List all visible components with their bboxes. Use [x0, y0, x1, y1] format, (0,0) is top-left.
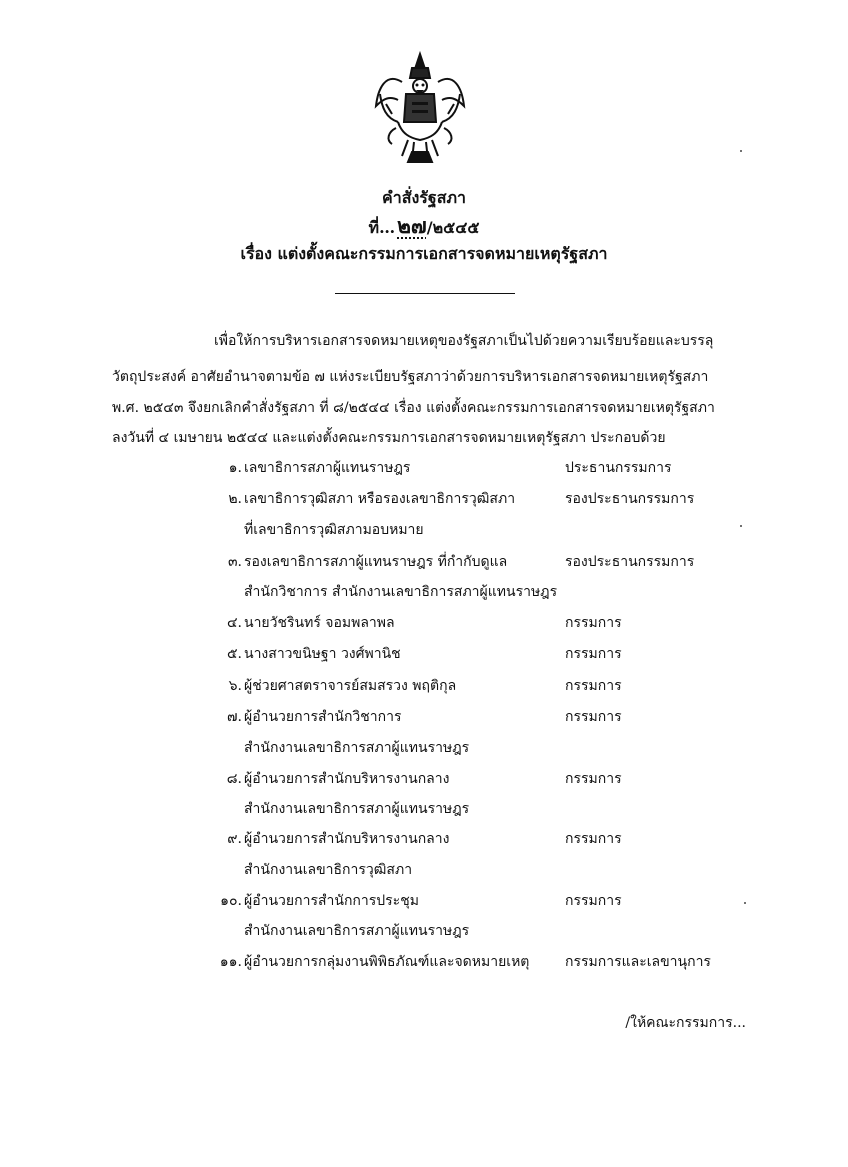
scan-speck: [744, 902, 746, 904]
number-prefix: ที่: [368, 218, 380, 237]
member-role: รองประธานกรรมการ: [565, 554, 695, 570]
member-name: เลขาธิการวุฒิสภา หรือรองเลขาธิการวุฒิสภา: [244, 491, 516, 507]
member-name: ผู้อำนวยการสำนักวิชาการ: [244, 709, 402, 725]
member-name: นางสาวขนิษฐา วงศ์พานิช: [244, 646, 401, 662]
member-number: ๒.: [228, 491, 242, 507]
member-number: ๖.: [228, 678, 242, 694]
member-number: ๓.: [227, 554, 242, 570]
scan-speck: [740, 525, 742, 527]
member-number: ๗.: [227, 709, 242, 725]
member-role: กรรมการ: [565, 831, 622, 847]
member-role: ประธานกรรมการ: [565, 460, 672, 476]
member-number: ๑๑.: [219, 954, 242, 970]
member-number: ๔.: [226, 615, 242, 631]
member-name: ผู้อำนวยการสำนักบริหารงานกลาง: [244, 831, 450, 847]
member-name: รองเลขาธิการสภาผู้แทนราษฎร ที่กำกับดูแล: [244, 554, 508, 570]
member-role: กรรมการ: [565, 615, 622, 631]
member-name-continued: ที่เลขาธิการวุฒิสภามอบหมาย: [244, 522, 424, 538]
garuda-emblem-icon: [372, 48, 468, 166]
member-name: ผู้อำนวยการกลุ่มงานพิพิธภัณฑ์และจดหมายเหตุ: [244, 954, 530, 970]
member-role: กรรมการ: [565, 646, 622, 662]
member-name: นายวัชรินทร์ จอมพลาพล: [244, 615, 395, 631]
member-name: ผู้ช่วยศาสตราจารย์สมสรวง พฤติกุล: [244, 678, 457, 694]
order-title: คำสั่งรัฐสภา: [382, 188, 466, 207]
member-role: รองประธานกรรมการ: [565, 491, 695, 507]
member-role: กรรมการ: [565, 771, 622, 787]
member-name-continued: สำนักงานเลขาธิการสภาผู้แทนราษฎร: [244, 740, 470, 756]
paragraph-line: พ.ศ. ๒๕๔๓ จึงยกเลิกคำสั่งรัฐสภา ที่ ๘/๒๕๔๔ เรื่อง แต่งตั้งคณะกรรมการเอกสารจดหมายเหตุรัฐสภา: [112, 400, 715, 416]
scan-speck: [740, 150, 742, 152]
member-number: ๑.: [228, 460, 242, 476]
member-name: ผู้อำนวยการสำนักบริหารงานกลาง: [244, 771, 450, 787]
member-role: กรรมการ: [565, 893, 622, 909]
member-number: ๘.: [226, 771, 242, 787]
continuation-note: /ให้คณะกรรมการ...: [625, 1015, 746, 1031]
member-role: กรรมการและเลขานุการ: [565, 954, 711, 970]
member-role: กรรมการ: [565, 678, 622, 694]
paragraph-line: วัตถุประสงค์ อาศัยอำนาจตามข้อ ๗ แห่งระเบียบรัฐสภาว่าด้วยการบริหารเอกสารจดหมายเหตุรัฐสภา: [112, 369, 709, 385]
paragraph-line: เพื่อให้การบริหารเอกสารจดหมายเหตุของรัฐสภาเป็นไปด้วยความเรียบร้อยและบรรลุ: [214, 333, 714, 349]
order-subject: เรื่อง แต่งตั้งคณะกรรมการเอกสารจดหมายเหตุรัฐสภา: [240, 244, 608, 263]
member-number: ๕.: [226, 646, 242, 662]
order-number: ที่…๒๗/๒๕๔๕: [368, 213, 480, 238]
member-name-continued: สำนักงานเลขาธิการสภาผู้แทนราษฎร: [244, 801, 470, 817]
member-name-continued: สำนักงานเลขาธิการสภาผู้แทนราษฎร: [244, 923, 470, 939]
number-year: /๒๕๔๕: [426, 218, 480, 237]
member-name-continued: สำนักวิชาการ สำนักงานเลขาธิการสภาผู้แทนราษฎร: [244, 584, 558, 600]
member-number: ๑๐.: [220, 893, 242, 909]
member-name: ผู้อำนวยการสำนักการประชุม: [244, 893, 419, 909]
member-name-continued: สำนักงานเลขาธิการวุฒิสภา: [244, 862, 413, 878]
member-name: เลขาธิการสภาผู้แทนราษฎร: [244, 460, 411, 476]
member-role: กรรมการ: [565, 709, 622, 725]
paragraph-line: ลงวันที่ ๔ เมษายน ๒๕๔๔ และแต่งตั้งคณะกรรมการเอกสารจดหมายเหตุรัฐสภา ประกอบด้วย: [112, 430, 666, 446]
divider-line: [335, 293, 515, 294]
member-number: ๙.: [227, 831, 242, 847]
handwritten-number: ๒๗: [397, 213, 427, 238]
